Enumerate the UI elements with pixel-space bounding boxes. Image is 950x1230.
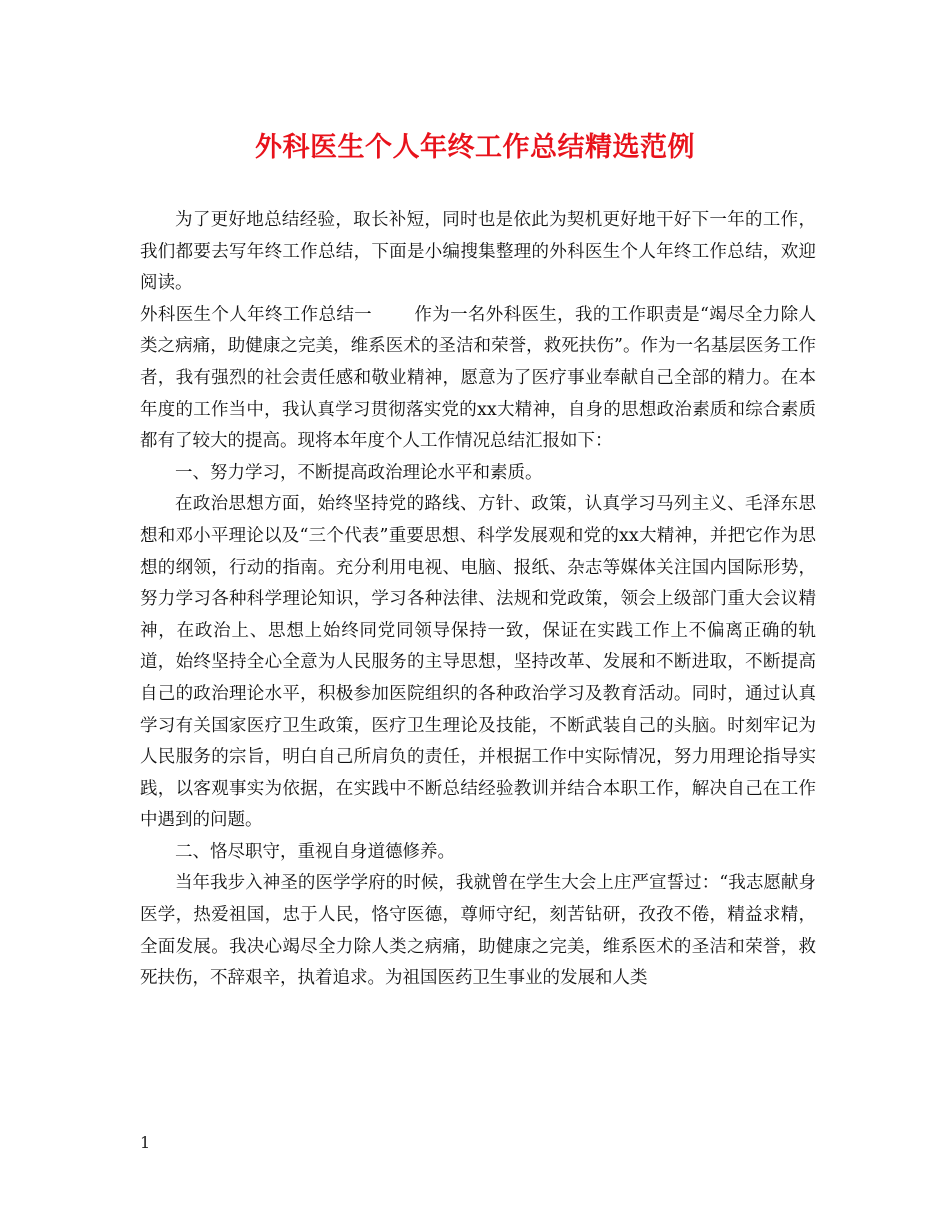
body-two-paragraph: 当年我步入神圣的医学学府的时候，我就曾在学生大会上庄严宣誓过：“我志愿献身医学，热爱祖国，忠于人民，恪守医德，尊师守纪，刻苦钻研，孜孜不倦，精益求精，全面发展。我决心竭尽全力除人类之病痛，助健康之完美，维系医术的圣洁和荣誉，救死扶伤，不辞艰辛，执着追求。为祖国医药卫生事业的发展和人类 — [140, 873, 816, 989]
body-one-paragraph: 在政治思想方面，始终坚持党的路线、方针、政策，认真学习马列主义、毛泽东思想和邓小平理论以及“三个代表”重要思想、科学发展观和党的xx大精神，并把它作为思想的纲领，行动的指南。充分利用电视、电脑、报纸、杂志等媒体关注国内国际形势，努力学习各种科学理论知识，学习各种法律、法规和党政策，领会上级部门重大会议精神，在政治上、思想上始终同党同领导保持一致，保证在实践工作上不偏离正确的轨道，始终坚持全心全意为人民服务的主导思想，坚持改革、发展和不断进取，不断提高自己的政治理论水平，积极参加医院组织的各种政治学习及教育活动。同时，通过认真学习有关国家医疗卫生政策，医疗卫生理论及技能，不断武装自己的头脑。时刻牢记为人民服务的宗旨，明白自己所肩负的责任，并根据工作中实际情况，努力用理论指导实践，以客观事实为依据，在实践中不断总结经验教训并结合本职工作，解决自己在工作中遇到的问题。 — [140, 494, 816, 831]
intro-paragraph: 为了更好地总结经验，取长补短，同时也是依此为契机更好地干好下一年的工作，我们都要去写年终工作总结，下面是小编搜集整理的外科医生个人年终工作总结，欢迎阅读。 — [140, 210, 816, 294]
section-one-label: 外科医生个人年终工作总结一 — [140, 304, 373, 325]
section-one-text: 作为一名外科医生，我的工作职责是“竭尽全力除人类之病痛，助健康之完美，维系医术的圣洁和荣誉，救死扶伤”。作为一名基层医务工作者，我有强烈的社会责任感和敬业精神，愿意为了医疗事业奉献自己全部的精力。在本年度的工作当中，我认真学习贯彻落实党的xx大精神，自身的思想政治素质和综合素质都有了较大的提高。现将本年度个人工作情况总结汇报如下： — [140, 304, 816, 452]
heading-two: 二、恪尽职守，重视自身道德修养。 — [175, 841, 455, 862]
page-number: 1 — [140, 1133, 151, 1152]
section-one-paragraph — [140, 300, 816, 458]
document-body — [140, 205, 816, 995]
document-title: 外科医生个人年终工作总结精选范例 — [255, 132, 695, 163]
heading-one: 一、努力学习，不断提高政治理论水平和素质。 — [175, 462, 543, 483]
